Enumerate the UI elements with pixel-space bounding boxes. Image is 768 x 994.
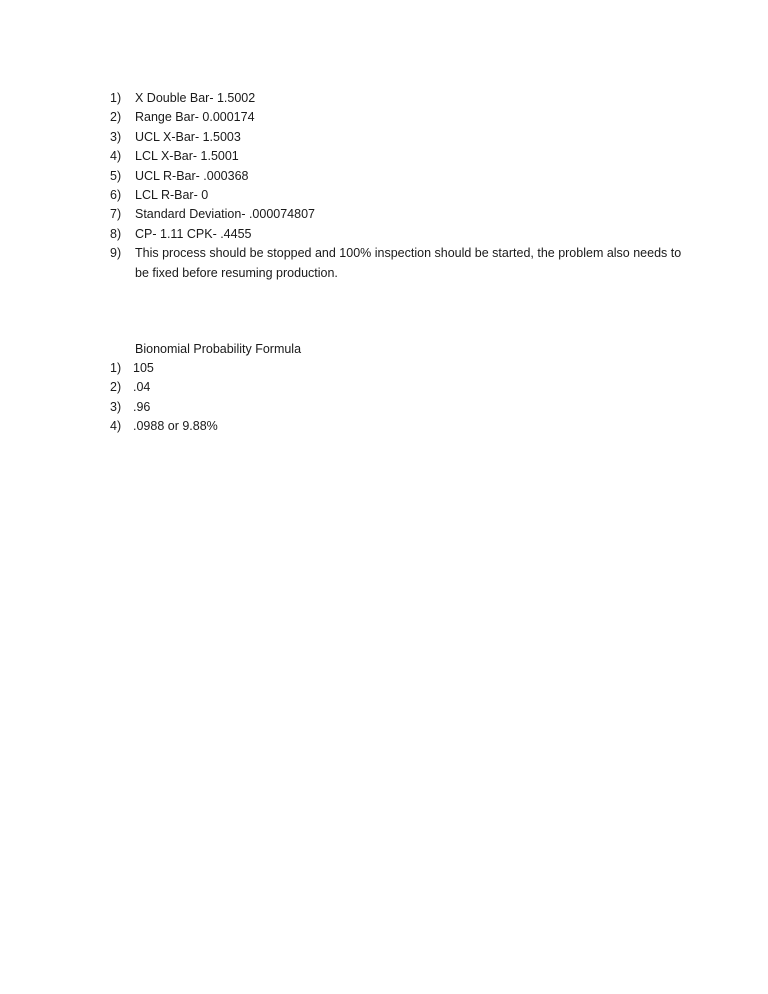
- item-text: Range Bar- 0.000174: [135, 110, 255, 125]
- list-item: [110, 89, 690, 108]
- item-number: 9): [110, 246, 122, 261]
- item-number: 2): [110, 110, 122, 125]
- item-text: LCL R-Bar- 0: [135, 188, 209, 203]
- list-item: [110, 108, 690, 127]
- list-item: [110, 417, 690, 436]
- item-text: Standard Deviation- .000074807: [135, 207, 315, 222]
- list-item: [110, 147, 690, 166]
- item-number: 5): [110, 168, 122, 183]
- list-item: [110, 378, 690, 397]
- item-text: X Double Bar- 1.5002: [135, 91, 256, 105]
- item-text: .04: [133, 380, 151, 395]
- item-number: 1): [110, 91, 122, 105]
- item-number: 3): [110, 399, 122, 414]
- item-number: 3): [110, 129, 122, 144]
- item-text: CP- 1.11 CPK- .4455: [135, 226, 252, 241]
- list-item: [110, 186, 690, 205]
- section-title: Bionomial Probability Formula: [135, 342, 302, 356]
- list-item: [110, 244, 690, 283]
- item-text: This process should be stopped and 100% inspection should be started, the problem also needs to be fixed before resuming production.: [135, 246, 682, 280]
- answer-list-1: [110, 89, 690, 283]
- item-text: LCL X-Bar- 1.5001: [135, 149, 239, 164]
- list-item: [110, 167, 690, 186]
- answer-list-2: [110, 359, 690, 437]
- item-number: 8): [110, 226, 122, 241]
- list-item: [110, 205, 690, 224]
- item-number: 2): [110, 380, 122, 395]
- list-item: [110, 398, 690, 417]
- item-number: 1): [110, 361, 122, 375]
- item-text: .0988 or 9.88%: [133, 419, 218, 434]
- item-text: 105: [133, 361, 154, 375]
- list-item: [110, 225, 690, 244]
- item-number: 4): [110, 419, 122, 434]
- list-item: [110, 359, 690, 378]
- item-text: UCL X-Bar- 1.5003: [135, 129, 241, 144]
- item-text: .96: [133, 399, 151, 414]
- item-text: UCL R-Bar- .000368: [135, 168, 249, 183]
- item-number: 4): [110, 149, 122, 164]
- item-number: 7): [110, 207, 122, 222]
- list-item: [110, 128, 690, 147]
- item-number: 6): [110, 188, 122, 203]
